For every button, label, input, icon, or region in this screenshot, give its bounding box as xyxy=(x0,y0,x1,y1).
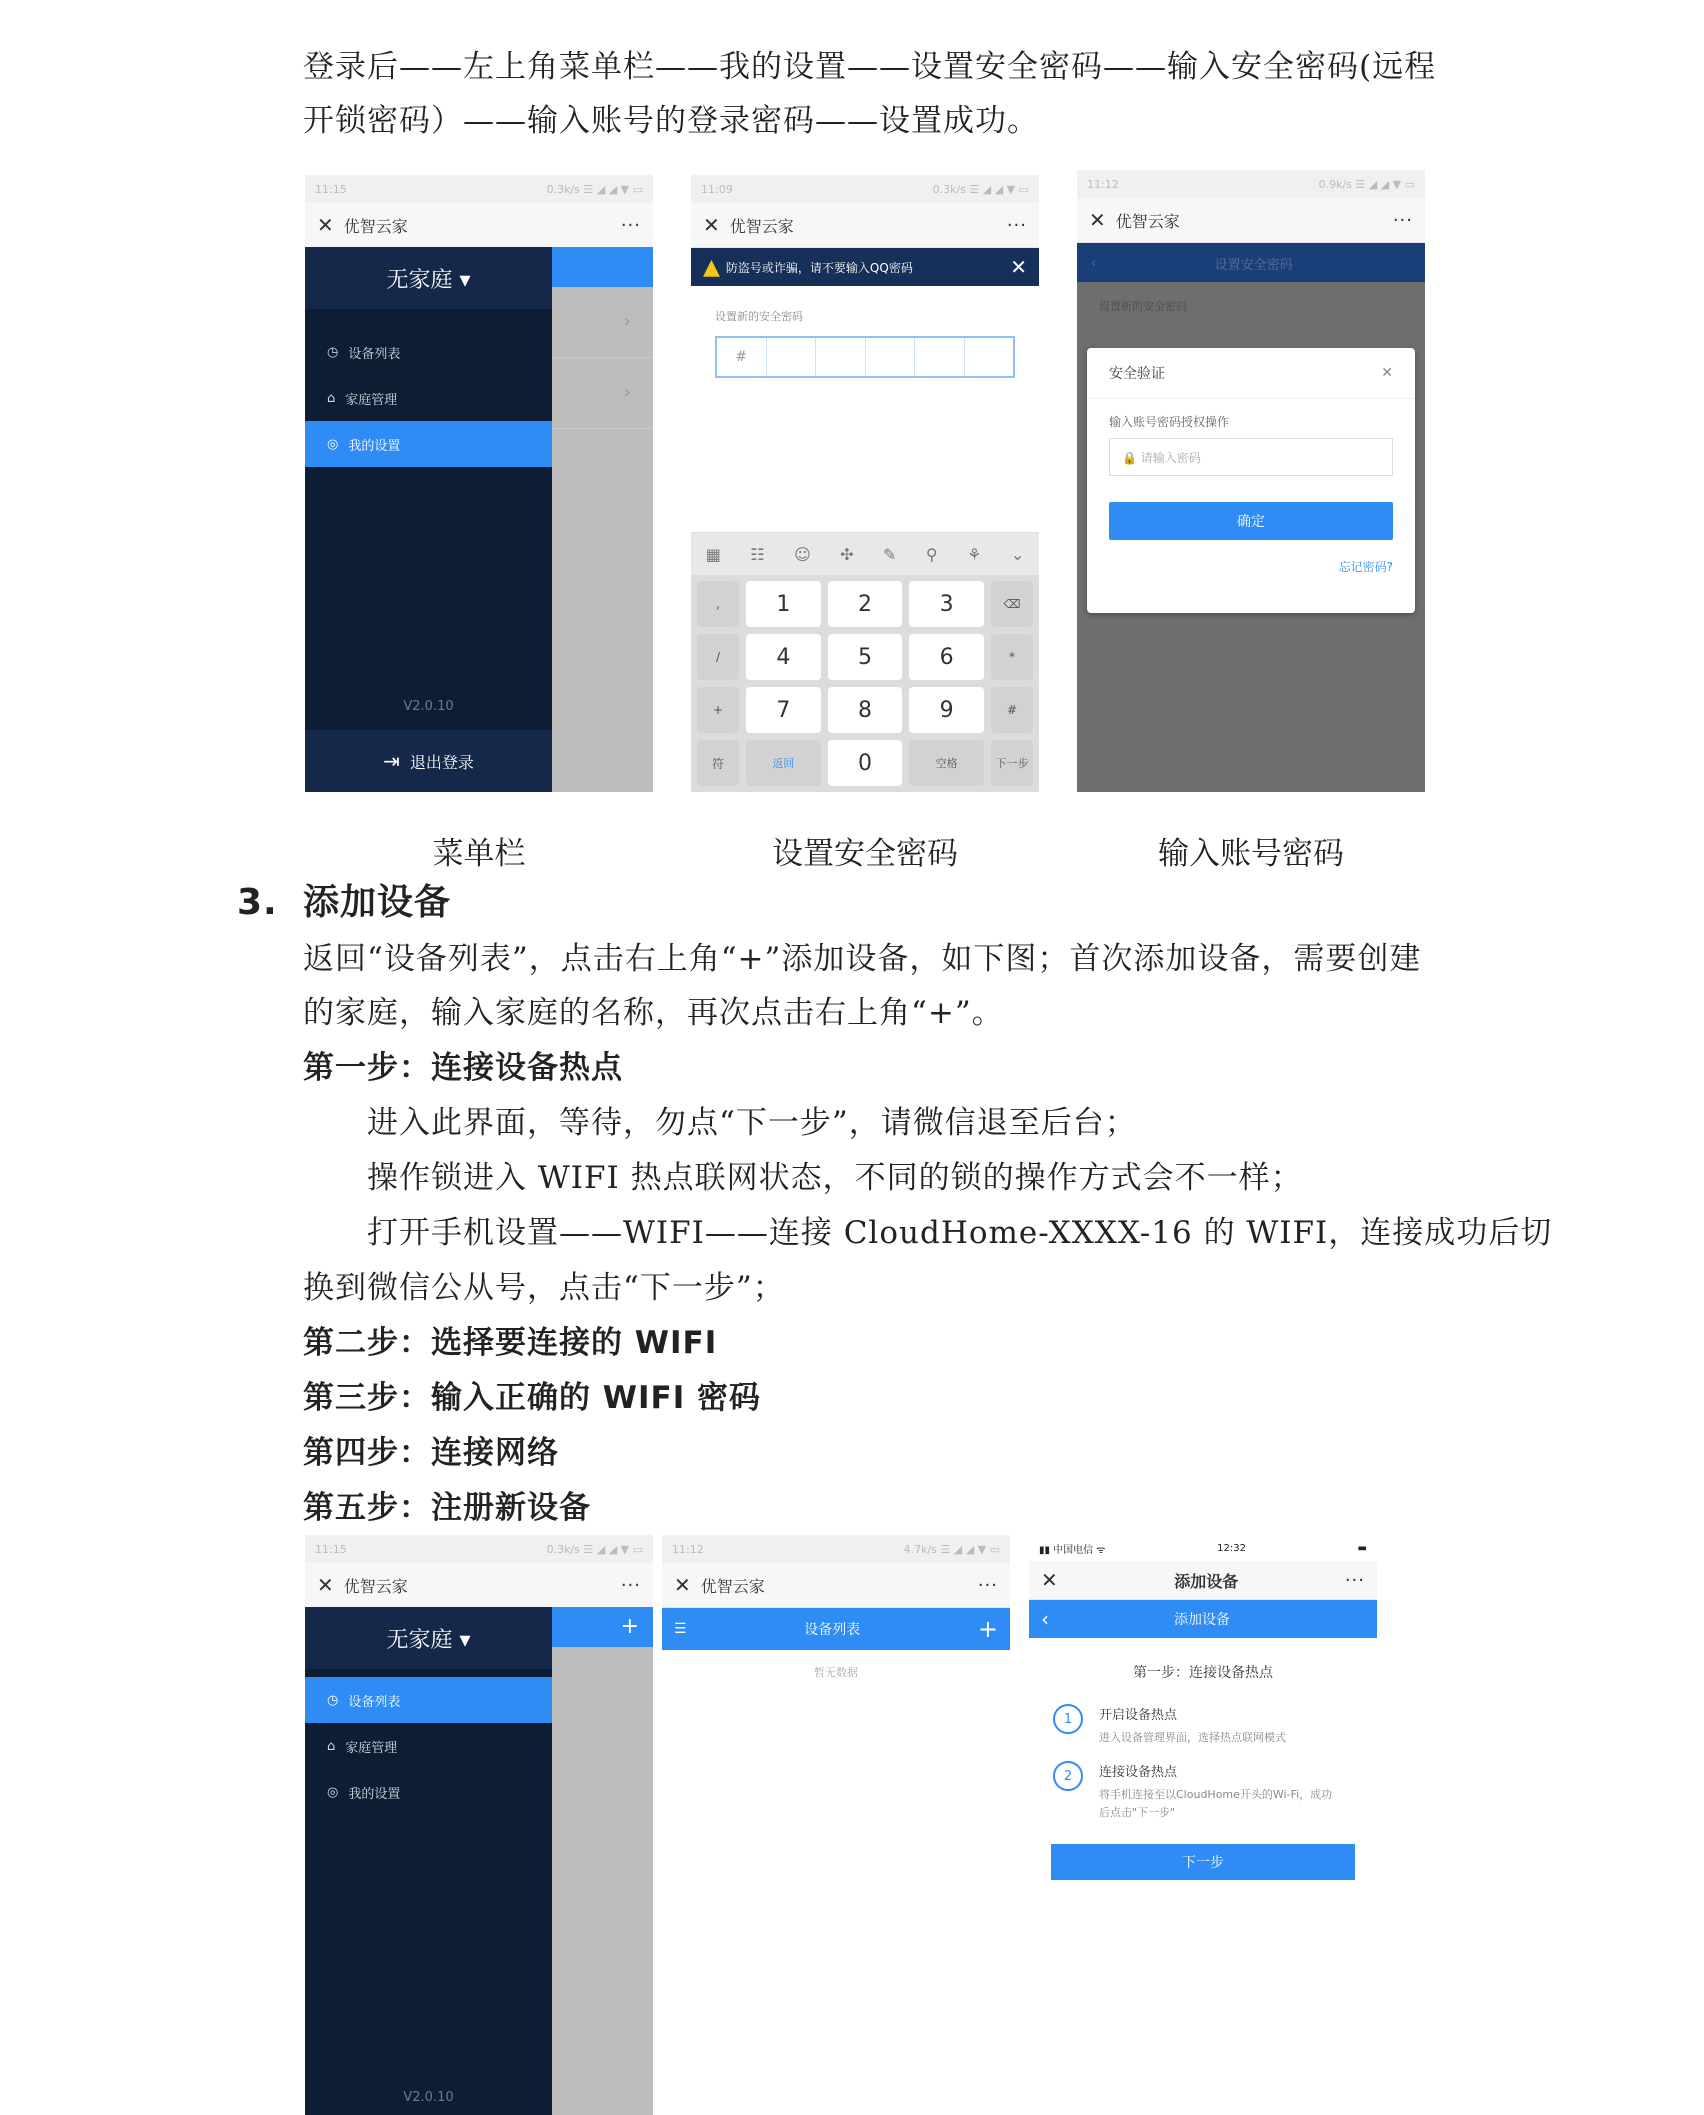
warning-banner xyxy=(691,248,1039,286)
device-list-header xyxy=(662,1608,1010,1650)
key-0[interactable]: 0 xyxy=(828,740,903,786)
gear-icon: ◎ xyxy=(327,436,339,452)
side-drawer xyxy=(305,247,552,792)
step-item xyxy=(1029,1704,1377,1747)
security-dialog xyxy=(1087,348,1415,613)
content-shade xyxy=(552,1607,653,2115)
chevron-right-icon: › xyxy=(552,358,653,429)
keyboard xyxy=(691,532,1039,792)
step-item xyxy=(1029,1761,1377,1822)
status-bar xyxy=(1029,1535,1377,1561)
step-number: 2 xyxy=(1053,1761,1083,1791)
layout-icon[interactable]: ☷ xyxy=(750,544,765,564)
page-title: 设备列表 xyxy=(804,1622,861,1638)
drawer-item-label: 我的设置 xyxy=(348,438,401,454)
content-shade xyxy=(552,247,653,792)
password-digit xyxy=(816,338,866,376)
app-title: 优智云家 xyxy=(343,1576,408,1596)
key-4[interactable]: 4 xyxy=(746,634,821,680)
key-star[interactable]: * xyxy=(991,634,1033,680)
app-titlebar xyxy=(305,203,653,248)
more-icon[interactable]: ··· xyxy=(977,1574,998,1596)
password-digit: # xyxy=(717,338,767,376)
status-time: 11:15 xyxy=(315,182,347,196)
step1-line-b: 操作锁进入 WIFI 热点联网状态，不同的锁的操作方式会不一样； xyxy=(367,1160,1303,1196)
password-label: 设置新的安全密码 xyxy=(715,310,803,323)
version-label: V2.0.10 xyxy=(403,699,454,714)
space-key[interactable]: 空格 xyxy=(909,740,984,786)
app-titlebar xyxy=(1077,198,1425,243)
drawer-item-label: 我的设置 xyxy=(348,1786,401,1802)
numeric-keypad xyxy=(691,575,1039,792)
key-5[interactable]: 5 xyxy=(828,634,903,680)
logout-button[interactable] xyxy=(305,730,552,792)
chevron-down-icon[interactable]: ⌄ xyxy=(1010,544,1025,564)
next-key[interactable]: 下一步 xyxy=(991,740,1033,786)
drawer-item-devices[interactable] xyxy=(305,1677,552,1723)
status-bar xyxy=(305,175,653,203)
status-time: 12:32 xyxy=(1217,1542,1246,1554)
password-digit xyxy=(915,338,965,376)
dialog-header xyxy=(1087,348,1415,399)
battery-icon: ▬ xyxy=(1357,1542,1367,1554)
status-icons: 4.7k/s ☰ ◢ ◢ ▼ ▭ xyxy=(903,1542,1000,1556)
password-field[interactable]: 🔒 请输入密码 xyxy=(1109,438,1393,476)
warning-icon: ▲ xyxy=(703,254,720,280)
drawer-item-devices[interactable] xyxy=(305,329,552,375)
cursor-icon[interactable]: ✣ xyxy=(840,544,854,564)
step-description: 将手机连接至以CloudHome开头的Wi-Fi，成功后点击"下一步" xyxy=(1099,1788,1333,1819)
warning-text: 防盗号或诈骗，请不要输入QQ密码 xyxy=(725,260,913,275)
app-titlebar xyxy=(305,1563,653,1608)
app-titlebar xyxy=(691,203,1039,248)
backspace-key[interactable]: ⌫ xyxy=(991,581,1033,627)
more-icon[interactable]: ··· xyxy=(620,214,641,236)
carrier-signal: ▮▮ 中国电信 ᯤ xyxy=(1039,1544,1106,1556)
page-header xyxy=(1077,243,1425,283)
key-symbols[interactable]: 符 xyxy=(697,740,739,786)
close-icon[interactable]: ✕ xyxy=(1089,208,1106,232)
skin-icon[interactable]: ⚘ xyxy=(967,544,982,564)
clock-icon: ◷ xyxy=(327,1692,339,1708)
drawer-item-family[interactable] xyxy=(305,1723,552,1769)
step5-title: 第五步：注册新设备 xyxy=(303,1490,591,1526)
step1-line-c1: 打开手机设置——WIFI——连接 CloudHome-XXXX-16 的 WIFI，连接成功后切 xyxy=(367,1215,1553,1251)
drawer-item-label: 设备列表 xyxy=(348,346,401,362)
back-icon[interactable]: ‹ xyxy=(1041,1607,1049,1631)
drawer-item-label: 家庭管理 xyxy=(345,392,398,408)
family-selector[interactable]: 无家庭 ▾ xyxy=(305,1607,552,1669)
status-bar xyxy=(305,1535,653,1563)
close-icon[interactable]: ✕ xyxy=(703,213,720,237)
back-icon[interactable]: ‹ xyxy=(1091,255,1097,271)
empty-state: 暂无数据 xyxy=(814,1666,858,1679)
drawer-item-family[interactable] xyxy=(305,375,552,421)
close-icon[interactable]: ✕ xyxy=(674,1573,691,1597)
key-7[interactable]: 7 xyxy=(746,687,821,733)
close-icon[interactable]: ✕ xyxy=(317,213,334,237)
background-label: 设置新的安全密码 xyxy=(1099,300,1187,313)
emoji-icon[interactable]: ☺ xyxy=(794,544,811,564)
dialog-title: 安全验证 xyxy=(1109,366,1165,382)
app-titlebar xyxy=(662,1563,1010,1608)
page-title: 添加设备 xyxy=(1174,1612,1230,1628)
add-device-button[interactable]: + xyxy=(977,1615,998,1643)
dialog-label: 输入账号密码授权操作 xyxy=(1109,415,1230,429)
step1-line-c2: 换到微信公从号，点击“下一步”； xyxy=(303,1270,785,1306)
chevron-right-icon: › xyxy=(552,287,653,358)
key-hash[interactable]: # xyxy=(991,687,1033,733)
step1-title: 第一步：连接设备热点 xyxy=(303,1050,623,1086)
screenshot-add-device xyxy=(1029,1535,1377,2115)
status-icons: 0.3k/s ☰ ◢ ◢ ▼ ▭ xyxy=(546,1542,643,1556)
section-para-line-1: 返回“设备列表”，点击右上角“+”添加设备，如下图；首次添加设备，需要创建 xyxy=(303,941,1422,977)
close-icon[interactable]: ✕ xyxy=(1010,255,1027,279)
password-digit xyxy=(866,338,916,376)
status-time: 11:15 xyxy=(315,1542,347,1556)
side-drawer xyxy=(305,1607,552,2115)
next-step-button[interactable]: 下一步 xyxy=(1051,1844,1355,1880)
home-icon: ⌂ xyxy=(327,1738,336,1754)
status-time: 11:12 xyxy=(672,1542,704,1556)
password-digit xyxy=(965,338,1014,376)
step4-title: 第四步：连接网络 xyxy=(303,1435,559,1471)
status-bar xyxy=(1077,170,1425,198)
drawer-item-label: 设备列表 xyxy=(348,1694,401,1710)
status-icons: 0.3k/s ☰ ◢ ◢ ▼ ▭ xyxy=(932,182,1029,196)
more-icon[interactable]: ··· xyxy=(620,1574,641,1596)
step2-title: 第二步：选择要连接的 WIFI xyxy=(303,1325,718,1361)
section-number: 3. xyxy=(237,882,278,923)
add-device-button[interactable]: + xyxy=(552,1607,653,1647)
app-title: 添加设备 xyxy=(1174,1571,1239,1591)
key-2[interactable]: 2 xyxy=(828,581,903,627)
step-heading: 第一步：连接设备热点 xyxy=(1133,1665,1273,1681)
close-icon[interactable]: ✕ xyxy=(317,1573,334,1597)
app-title: 优智云家 xyxy=(1115,211,1180,231)
caption-set-password: 设置安全密码 xyxy=(772,836,958,872)
screenshot-menu xyxy=(305,175,653,792)
key-comma[interactable]: , xyxy=(697,581,739,627)
status-time: 11:12 xyxy=(1087,177,1119,191)
caption-menu: 菜单栏 xyxy=(432,836,526,872)
status-icons: 0.3k/s ☰ ◢ ◢ ▼ ▭ xyxy=(546,182,643,196)
step-title: 连接设备热点 xyxy=(1099,1765,1178,1780)
section-para-line-2: 的家庭，输入家庭的名称，再次点击右上角“+”。 xyxy=(303,995,1004,1031)
screenshot-menu-2 xyxy=(305,1535,653,2115)
more-icon[interactable]: ··· xyxy=(1006,214,1027,236)
edit-icon[interactable]: ✎ xyxy=(883,544,897,564)
key-6[interactable]: 6 xyxy=(909,634,984,680)
key-8[interactable]: 8 xyxy=(828,687,903,733)
intro-line-2: 开锁密码）——输入账号的登录密码——设置成功。 xyxy=(303,103,1039,139)
forgot-password-link[interactable]: 忘记密码? xyxy=(1338,560,1393,574)
menu-icon[interactable]: ☰ xyxy=(674,1621,687,1637)
caption-auth: 输入账号密码 xyxy=(1158,836,1344,872)
steps-panel xyxy=(1029,1638,1377,1880)
status-icons: 0.9k/s ☰ ◢ ◢ ▼ ▭ xyxy=(1318,177,1415,191)
close-icon[interactable]: ✕ xyxy=(1041,1568,1058,1592)
more-icon[interactable]: ··· xyxy=(1344,1569,1365,1591)
step-number: 1 xyxy=(1053,1704,1083,1734)
search-icon[interactable]: ⚲ xyxy=(925,544,938,564)
screenshot-device-list xyxy=(662,1535,1010,2115)
app-title: 优智云家 xyxy=(700,1576,765,1596)
app-title: 优智云家 xyxy=(343,216,408,236)
key-plus[interactable]: + xyxy=(697,687,739,733)
step-description: 进入设备管理界面，选择热点联网模式 xyxy=(1099,1731,1286,1744)
screenshot-auth xyxy=(1077,170,1425,792)
section-title: 添加设备 xyxy=(303,882,452,923)
family-selector[interactable]: 无家庭 ▾ xyxy=(305,247,552,309)
keyboard-toolbar xyxy=(691,532,1039,575)
home-icon: ⌂ xyxy=(327,390,336,406)
clock-icon: ◷ xyxy=(327,344,339,360)
back-key[interactable]: 返回 xyxy=(746,740,821,786)
password-digit xyxy=(767,338,817,376)
app-titlebar xyxy=(1029,1561,1377,1600)
key-3[interactable]: 3 xyxy=(909,581,984,627)
status-time: 11:09 xyxy=(701,182,733,196)
drawer-item-settings[interactable] xyxy=(305,1769,552,1815)
drawer-item-label: 家庭管理 xyxy=(345,1740,398,1756)
status-bar xyxy=(691,175,1039,203)
key-slash[interactable]: / xyxy=(697,634,739,680)
close-icon[interactable]: ✕ xyxy=(1381,365,1393,381)
page-title: 设置安全密码 xyxy=(1214,257,1293,273)
status-bar xyxy=(662,1535,1010,1563)
more-icon[interactable]: ··· xyxy=(1392,209,1413,231)
screenshot-set-password xyxy=(691,175,1039,792)
intro-line-1: 登录后——左上角菜单栏——我的设置——设置安全密码——输入安全密码(远程 xyxy=(303,49,1437,85)
logout-label: 退出登录 xyxy=(409,752,474,772)
app-title: 优智云家 xyxy=(729,216,794,236)
key-9[interactable]: 9 xyxy=(909,687,984,733)
confirm-button[interactable]: 确定 xyxy=(1109,502,1393,540)
top-bar xyxy=(552,247,653,287)
version-label: V2.0.10 xyxy=(403,2090,454,2105)
grid-icon[interactable]: ▦ xyxy=(705,544,721,564)
password-input[interactable] xyxy=(715,336,1015,378)
logout-icon: ⇥ xyxy=(383,749,400,773)
key-1[interactable]: 1 xyxy=(746,581,821,627)
gear-icon: ◎ xyxy=(327,1784,339,1800)
drawer-item-settings[interactable] xyxy=(305,421,552,467)
step1-line-a: 进入此界面，等待，勿点“下一步”，请微信退至后台； xyxy=(367,1105,1137,1141)
step-title: 开启设备热点 xyxy=(1099,1708,1178,1723)
step3-title: 第三步：输入正确的 WIFI 密码 xyxy=(303,1380,762,1416)
add-device-header xyxy=(1029,1600,1377,1638)
